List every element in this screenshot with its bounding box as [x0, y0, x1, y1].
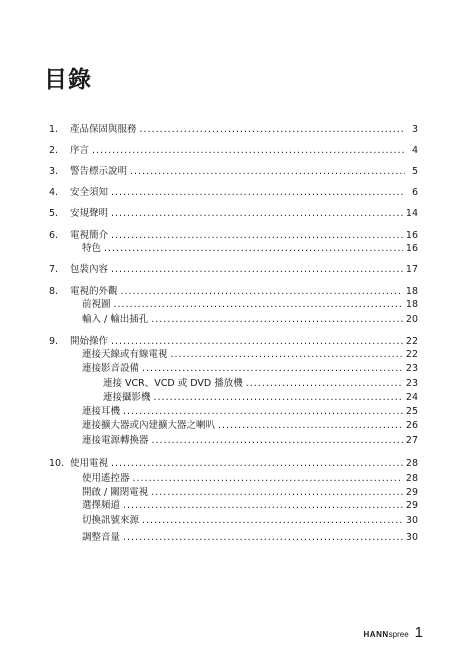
toc-subentry[interactable] [82, 243, 418, 255]
toc-subentry[interactable] [82, 500, 418, 512]
toc-leader-dots [140, 124, 405, 136]
toc-entry[interactable] [49, 264, 418, 276]
toc-leader-dots [121, 286, 403, 298]
toc-subentry[interactable] [82, 487, 418, 499]
toc-entry-page: 5 [411, 166, 418, 177]
brand-logo-spree: spree [388, 630, 409, 639]
toc-entry-label: 調整音量 [82, 532, 121, 543]
toc-entry-page: 3 [411, 124, 418, 135]
toc-leader-dots [142, 363, 403, 375]
toc-entry-page: 24 [405, 392, 418, 403]
toc-entry-label: 安規聲明 [70, 208, 109, 219]
toc-leader-dots [111, 336, 403, 348]
toc-entry-label: 電視簡介 [70, 230, 109, 241]
toc-entry-label: 連接攝影機 [103, 392, 151, 403]
page-number: 1 [414, 624, 423, 641]
toc-subentry[interactable] [82, 473, 418, 485]
toc-entry-page: 16 [405, 230, 418, 241]
toc-subentry[interactable] [82, 406, 418, 418]
toc-subsubentry[interactable] [103, 378, 418, 390]
toc-entry-label: 特色 [82, 243, 102, 254]
toc-entry-number: 7. [49, 264, 59, 275]
toc-entry-number: 9. [49, 336, 59, 347]
toc-entry-page: 29 [405, 487, 418, 498]
toc-entry-page: 16 [405, 243, 418, 254]
toc-subentry[interactable] [82, 435, 418, 447]
toc-entry-page: 27 [405, 435, 418, 446]
toc-entry-page: 4 [411, 145, 418, 156]
toc-entry-page: 25 [405, 406, 418, 417]
toc-leader-dots [246, 378, 403, 390]
toc-entry-number: 10. [49, 458, 65, 469]
toc-entry-label: 連接耳機 [82, 406, 121, 417]
toc-entry-page: 30 [405, 515, 418, 526]
toc-entry-page: 20 [405, 314, 418, 325]
toc-leader-dots [218, 420, 403, 432]
toc-entry-page: 18 [405, 299, 418, 310]
toc-leader-dots [171, 349, 403, 361]
toc-subentry[interactable] [82, 532, 418, 544]
toc-subsubentry[interactable] [103, 392, 418, 404]
toc-entry-label: 警告標示說明 [70, 166, 128, 177]
toc-entry-label: 產品保固與服務 [70, 124, 137, 135]
toc-leader-dots [123, 500, 403, 512]
toc-entry-page: 28 [405, 458, 418, 469]
toc-entry-page: 6 [411, 187, 418, 198]
toc-entry[interactable] [49, 166, 418, 178]
toc-entry[interactable] [49, 208, 418, 220]
page-title: 目錄 [44, 67, 92, 93]
toc-entry-page: 18 [405, 286, 418, 297]
toc-entry-page: 22 [405, 349, 418, 360]
toc-entry-page: 14 [405, 208, 418, 219]
toc-entry-label: 連接天線或有線電視 [82, 349, 168, 360]
toc-entry-label: 連接擴大器或內建擴大器之喇叭 [82, 420, 216, 431]
toc-entry-label: 包裝內容 [70, 264, 109, 275]
toc-subentry[interactable] [82, 314, 418, 326]
toc-leader-dots [151, 487, 403, 499]
toc-leader-dots [111, 458, 403, 470]
toc-leader-dots [104, 243, 403, 255]
toc-entry[interactable] [49, 230, 418, 242]
toc-leader-dots [133, 473, 403, 485]
toc-entry[interactable] [49, 286, 418, 298]
toc-leader-dots [130, 166, 405, 178]
toc-entry-page: 22 [405, 336, 418, 347]
toc-subentry[interactable] [82, 420, 418, 432]
toc-entry-page: 17 [405, 264, 418, 275]
toc-entry-number: 1. [49, 124, 59, 135]
toc-entry[interactable] [49, 145, 418, 157]
toc-entry-label: 安全須知 [70, 187, 109, 198]
toc-entry-page: 26 [405, 420, 418, 431]
toc-entry-label: 連接影音設備 [82, 363, 140, 374]
page-footer [364, 624, 423, 641]
toc-leader-dots [123, 406, 403, 418]
toc-entry-number: 2. [49, 145, 59, 156]
brand-logo-hann: HANN [363, 630, 389, 639]
toc-entry[interactable] [49, 336, 418, 348]
toc-entry-label: 開始操作 [70, 336, 109, 347]
toc-subentry[interactable] [82, 515, 418, 527]
toc-leader-dots [111, 264, 403, 276]
toc-leader-dots [152, 435, 403, 447]
toc-entry-number: 3. [49, 166, 59, 177]
toc-entry-label: 選擇頻道 [82, 500, 121, 511]
toc-leader-dots [114, 299, 403, 311]
toc-leader-dots [151, 314, 403, 326]
toc-entry-label: 切換訊號來源 [82, 515, 140, 526]
toc-entry-number: 5. [49, 208, 59, 219]
toc-leader-dots [154, 392, 403, 404]
toc-entry-page: 28 [405, 473, 418, 484]
toc-entry[interactable] [49, 187, 418, 199]
toc-subentry[interactable] [82, 299, 418, 311]
toc-entry-label: 前視圖 [82, 299, 111, 310]
toc-leader-dots [111, 230, 403, 242]
toc-subentry[interactable] [82, 349, 418, 361]
toc-leader-dots [142, 515, 403, 527]
toc-entry-label: 使用遙控器 [82, 473, 130, 484]
toc-entry-page: 23 [405, 363, 418, 374]
toc-entry-label: 電視的外觀 [70, 286, 118, 297]
toc-leader-dots [92, 145, 405, 157]
toc-entry-label: 使用電視 [70, 458, 109, 469]
toc-entry-number: 6. [49, 230, 59, 241]
toc-entry-page: 29 [405, 500, 418, 511]
toc-entry-page: 30 [405, 532, 418, 543]
toc-entry-label: 開啟 / 關閉電視 [82, 487, 149, 498]
toc-entry-label: 連接 VCR、VCD 或 DVD 播放機 [103, 378, 243, 389]
toc-entry-page: 23 [405, 378, 418, 389]
toc-leader-dots [123, 532, 403, 544]
toc-entry-label: 連接電源轉換器 [82, 435, 149, 446]
toc-entry-number: 8. [49, 286, 59, 297]
toc-leader-dots [111, 187, 405, 199]
toc-leader-dots [111, 208, 403, 220]
toc-subentry[interactable] [82, 363, 418, 375]
toc-entry[interactable] [49, 124, 418, 136]
toc-entry[interactable] [49, 458, 418, 470]
toc-entry-label: 序言 [70, 145, 90, 156]
toc-entry-number: 4. [49, 187, 59, 198]
toc-entry-label: 輸入 / 輸出插孔 [82, 314, 149, 325]
